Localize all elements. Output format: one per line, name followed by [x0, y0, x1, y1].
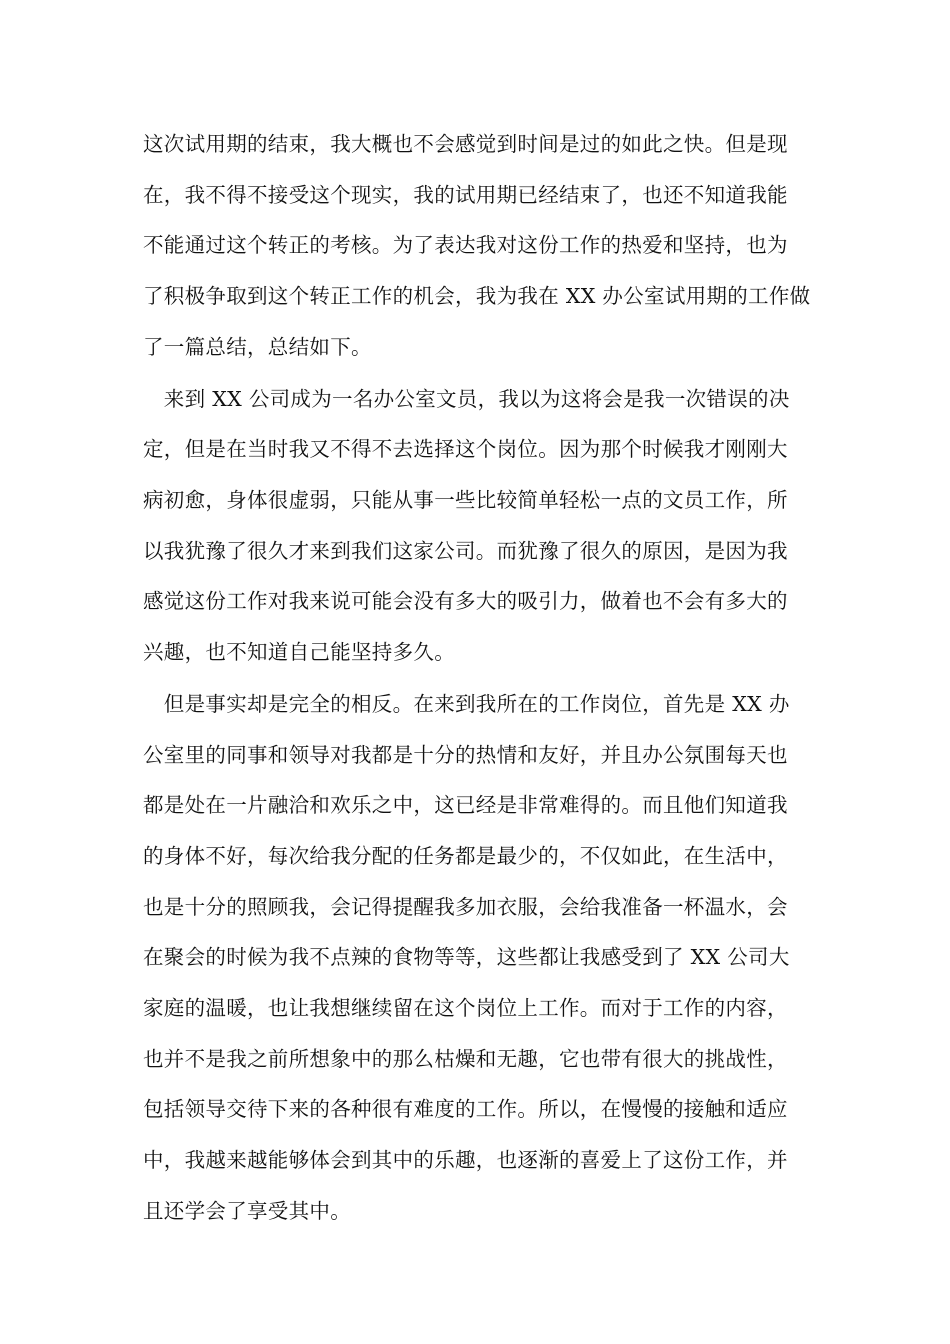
- paragraph-1: [143, 119, 823, 372]
- text-line: 了积极争取到这个转正工作的机会，我为我在 XX 办公室试用期的工作做: [143, 284, 811, 309]
- document-body: [143, 119, 823, 1237]
- text-line: 但是事实却是完全的相反。在来到我所在的工作岗位，首先是 XX 办: [143, 691, 790, 716]
- text-line: 中，我越来越能够体会到其中的乐趣，也逐渐的喜爱上了这份工作，并: [143, 1148, 788, 1173]
- text-line: 家庭的温暖，也让我想继续留在这个岗位上工作。而对于工作的内容，: [143, 996, 788, 1021]
- text-line: 病初愈，身体很虚弱，只能从事一些比较简单轻松一点的文员工作，所: [143, 488, 788, 512]
- text-line: 的身体不好，每次给我分配的任务都是最少的，不仅如此，在生活中，: [143, 844, 788, 868]
- text-line: 不能通过这个转正的考核。为了表达我对这份工作的热爱和坚持，也为: [143, 233, 788, 258]
- text-line: 定，但是在当时我又不得不去选择这个岗位。因为那个时候我才刚刚大: [143, 437, 788, 462]
- text-line: 也是十分的照顾我，会记得提醒我多加衣服，会给我准备一杯温水，会: [143, 894, 788, 919]
- text-line: 公室里的同事和领导对我都是十分的热情和友好，并且办公氛围每天也: [143, 742, 788, 767]
- paragraph-3: [143, 679, 823, 1237]
- text-line: 在聚会的时候为我不点辣的食物等等，这些都让我感受到了 XX 公司大: [143, 945, 790, 970]
- paragraph-2: [143, 374, 823, 678]
- text-line: 在，我不得不接受这个现实，我的试用期已经结束了，也还不知道我能: [143, 182, 788, 207]
- text-line: 且还学会了享受其中。: [143, 1198, 351, 1223]
- text-line: 这次试用期的结束，我大概也不会感觉到时间是过的如此之快。但是现: [143, 132, 788, 156]
- text-line: 以我犹豫了很久才来到我们这家公司。而犹豫了很久的原因，是因为我: [143, 538, 788, 563]
- text-line: 包括领导交待下来的各种很有难度的工作。所以，在慢慢的接触和适应: [143, 1097, 788, 1122]
- text-line: 了一篇总结，总结如下。: [143, 334, 372, 359]
- text-line: 兴趣，也不知道自己能坚持多久。: [143, 640, 455, 665]
- text-line: 来到 XX 公司成为一名办公室文员，我以为这将会是我一次错误的决: [143, 386, 790, 411]
- text-line: 都是处在一片融洽和欢乐之中，这已经是非常难得的。而且他们知道我: [143, 793, 788, 818]
- text-line: 感觉这份工作对我来说可能会没有多大的吸引力，做着也不会有多大的: [143, 589, 788, 614]
- text-line: 也并不是我之前所想象中的那么枯燥和无趣，它也带有很大的挑战性，: [143, 1046, 788, 1071]
